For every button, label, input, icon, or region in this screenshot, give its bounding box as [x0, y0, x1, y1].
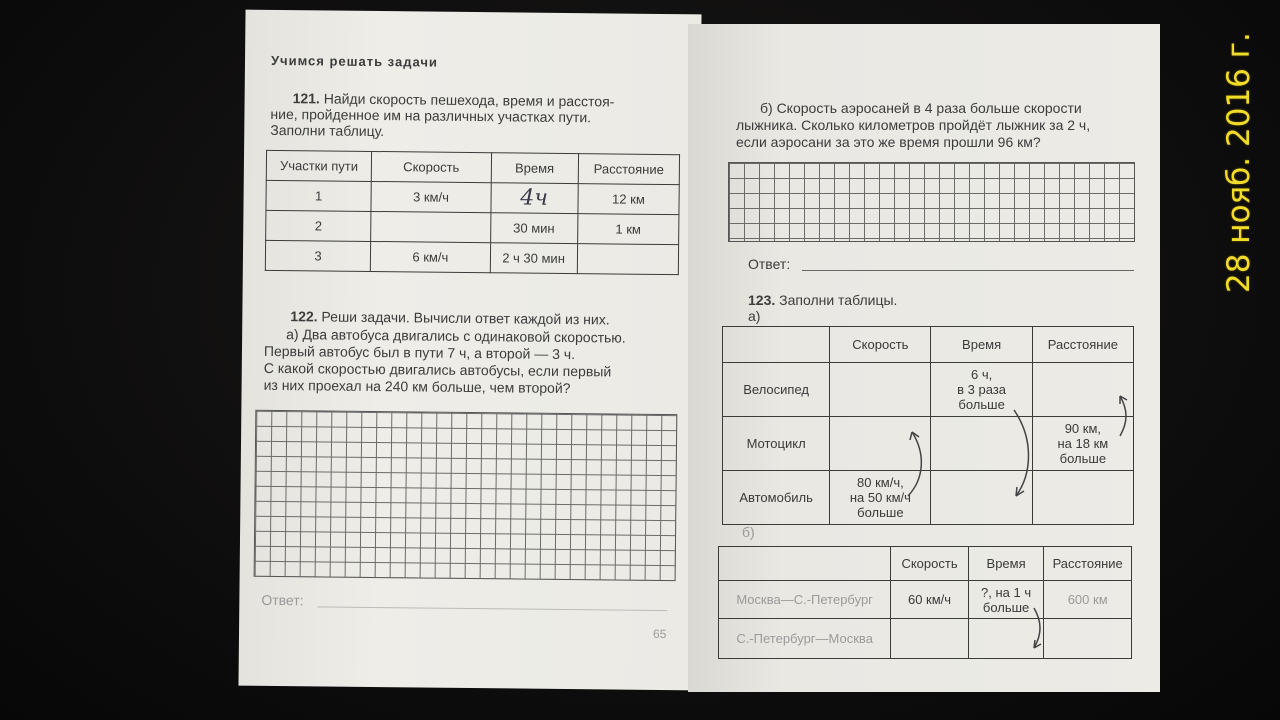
task-b-line3: если аэросани за это же время прошли 96 км? [736, 134, 1041, 150]
answer-label: Ответ: [748, 256, 791, 272]
page-number: 65 [652, 626, 667, 642]
header-cell: Скорость [372, 151, 492, 182]
task-122-number: 122. [290, 308, 318, 325]
header-cell: Время [491, 153, 579, 184]
table-cell[interactable] [830, 363, 931, 417]
date-stamp [1206, 32, 1266, 293]
task-122-line-a1: а) Два автобуса двигались с одинаковой скоростью. [286, 326, 626, 346]
table-row [266, 180, 679, 214]
table-cell: 600 км [1044, 581, 1132, 619]
header-cell [719, 547, 891, 581]
table-row [719, 619, 1132, 659]
curved-arrow-icon [1114, 392, 1134, 442]
table-row [723, 417, 1134, 471]
table-cell: 12 км [578, 184, 680, 215]
task-122-intro: Реши задачи. Вычисли ответ каждой из них. [321, 308, 610, 328]
header-cell: Расстояние [1044, 547, 1132, 581]
task-121-line2: ние, пройденное им на различных участках пути. [270, 105, 592, 126]
left-page [238, 10, 701, 691]
task-123-number: 123. [748, 292, 776, 308]
header-cell: Расстояние [578, 154, 680, 185]
task-122-line-a3: С какой скоростью двигались автобусы, если первый [263, 359, 612, 380]
right-page [688, 24, 1160, 692]
table-cell: 6 км/ч [371, 241, 491, 272]
table-cell: 2 ч 30 мин [490, 243, 578, 274]
task-122-line-a4: из них проехал на 240 км больше, чем второй? [263, 376, 571, 397]
curved-arrow-icon [1028, 604, 1048, 654]
table-cell[interactable] [577, 244, 679, 275]
table-cell: 30 мин [490, 213, 578, 244]
header-cell: Время [968, 547, 1044, 581]
handwritten-answer[interactable]: 4ч [490, 183, 578, 214]
table-cell: 1 [266, 180, 372, 211]
table-cell: Мотоцикл [723, 417, 830, 471]
curved-arrow-icon [898, 424, 928, 504]
header-cell: Участки пути [266, 150, 372, 181]
table-cell: 2 [266, 210, 372, 241]
table-cell: 6 ч, в 3 раза больше [931, 363, 1032, 417]
answer-label: Ответ: [261, 591, 304, 609]
table-cell: 80 км/ч, на 50 км/ч больше [830, 471, 931, 525]
header-cell: Скорость [830, 327, 931, 363]
header-cell: Расстояние [1032, 327, 1133, 363]
table-cell[interactable] [1032, 471, 1133, 525]
task-121-line1: Найди скорость пешехода, время и расстоя- [323, 90, 615, 110]
table-cell[interactable] [1044, 619, 1132, 659]
header-cell: Скорость [891, 547, 969, 581]
table-cell: 1 км [577, 214, 679, 245]
table-row [723, 471, 1134, 525]
table-cell: 3 км/ч [371, 181, 491, 212]
table-123a [722, 326, 1134, 525]
table-cell[interactable] [371, 211, 491, 242]
part-a-label: а) [748, 308, 761, 324]
grid-work-area[interactable] [254, 410, 678, 581]
table-cell: 60 км/ч [891, 581, 969, 619]
table-row [266, 210, 679, 244]
header-cell [723, 327, 830, 363]
task-121-line3: Заполни таблицу. [270, 121, 385, 140]
table-cell: 90 км, на 18 км больше [1032, 417, 1133, 471]
task-b-line1: б) Скорость аэросаней в 4 раза больше скорости [760, 100, 1082, 116]
section-title: Учимся решать задачи [270, 52, 439, 70]
part-b-label: б) [742, 524, 755, 540]
table-cell: 3 [265, 240, 371, 271]
table-cell: Москва—С.-Петербург [719, 581, 891, 619]
table-cell: Велосипед [723, 363, 830, 417]
curved-arrow-icon [1006, 404, 1036, 504]
task-123-title: Заполни таблицы. [779, 292, 898, 308]
task-121-number: 121. [292, 90, 320, 107]
grid-work-area[interactable] [728, 162, 1135, 242]
date-stamp-text: 28 нояб. 2016 г. [1221, 32, 1257, 293]
answer-line[interactable] [317, 606, 667, 611]
table-cell: ?, на 1 ч больше [968, 581, 1044, 619]
task-122-line-a2: Первый автобус был в пути 7 ч, а второй — 3 ч. [263, 342, 576, 363]
table-row [719, 581, 1132, 619]
table-cell: С.-Петербург—Москва [719, 619, 891, 659]
table-121 [265, 150, 680, 275]
answer-line[interactable] [802, 270, 1134, 271]
table-cell[interactable] [891, 619, 969, 659]
table-row [265, 240, 678, 274]
task-b-line2: лыжника. Сколько километров пройдёт лыжник за 2 ч, [736, 117, 1091, 133]
table-123b [718, 546, 1132, 659]
header-cell: Время [931, 327, 1032, 363]
table-cell: Автомобиль [723, 471, 830, 525]
table-row [723, 363, 1134, 417]
